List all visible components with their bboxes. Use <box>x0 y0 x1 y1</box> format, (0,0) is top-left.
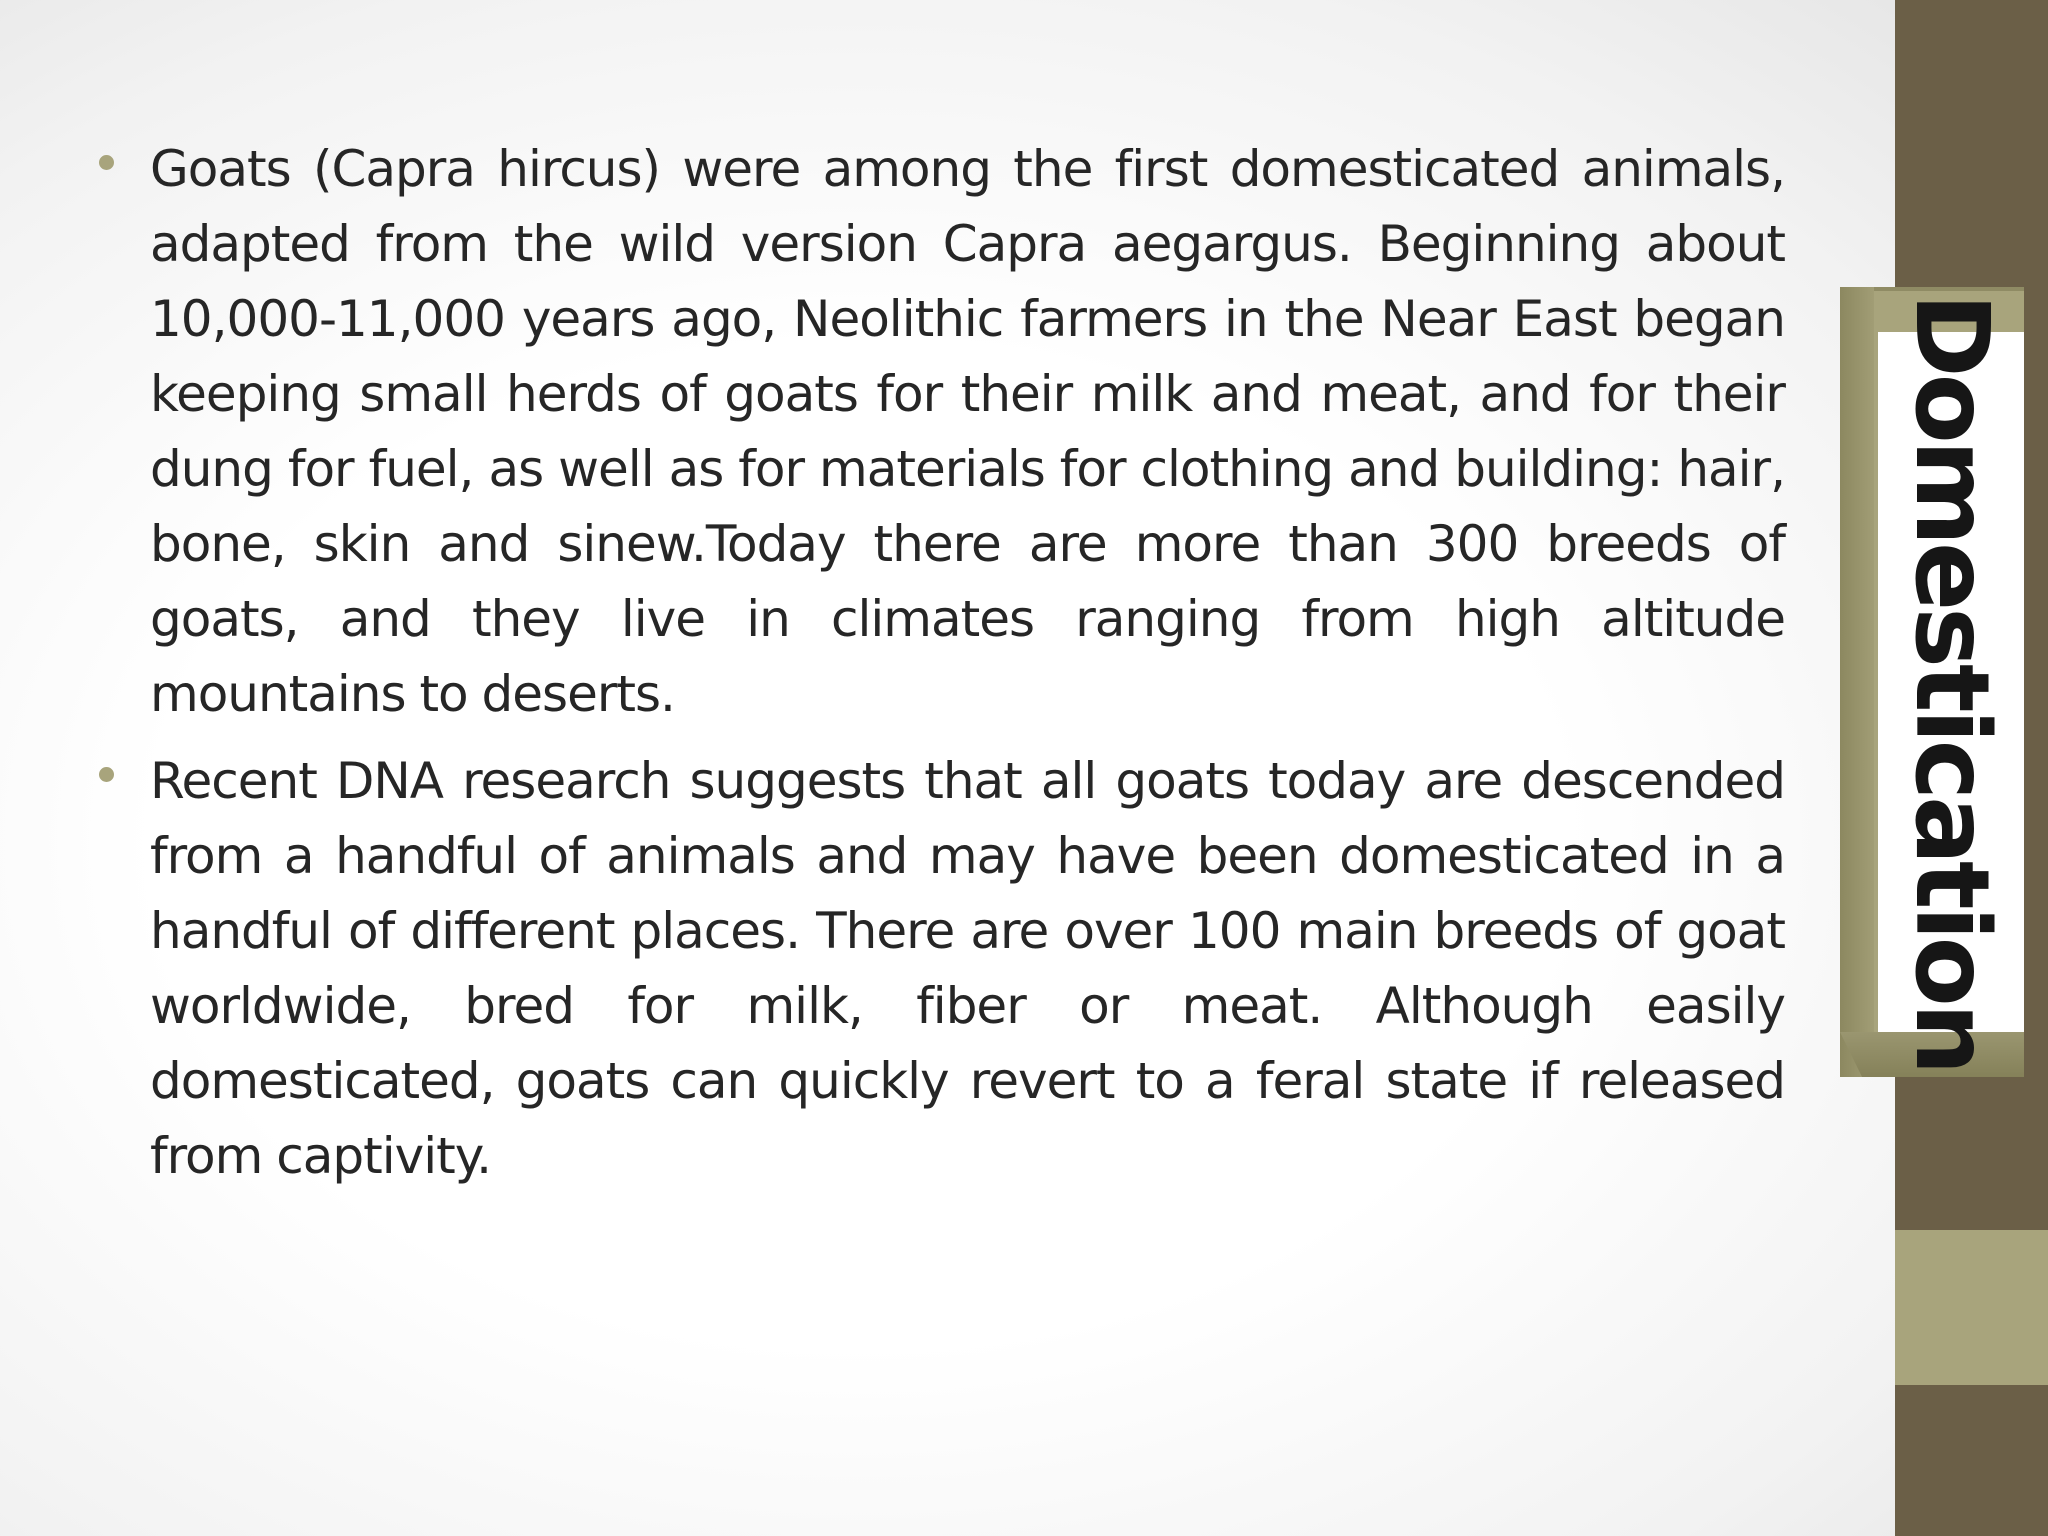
bullet-item <box>95 744 1785 1194</box>
side-bar-dark-bottom <box>1895 1385 2048 1536</box>
bullet-dot-icon <box>99 767 114 782</box>
slide-title: Domestication <box>1892 292 2011 1072</box>
bullet-text: Recent DNA research suggests that all goats today are descended from a handful of animals and may have been domesticated in a handful of different places. There are over 100 main breeds of goat worldwide, bred for milk, fiber or meat. Although easily domesticated, goats can quickly revert to a feral state if released from captivity. <box>150 752 1785 1185</box>
slide-title-container <box>1878 292 2024 1072</box>
title-tab-fold-left <box>1840 287 1874 1077</box>
side-bar-light-band <box>1895 1230 2048 1385</box>
bullet-item <box>95 132 1785 732</box>
bullet-list <box>95 132 1785 1206</box>
bullet-text: Goats (Capra hircus) were among the first domesticated animals, adapted from the wild version Capra aegargus. Beginning about 10,000-11,000 years ago, Neolithic farmers in the Near East began keeping small herds of goats for their milk and meat, and for their dung for fuel, as well as for materials for clothing and building: hair, bone, skin and sinew.Today there are more than 300 breeds of goats, and they live in climates ranging from high altitude mountains to deserts. <box>150 140 1785 723</box>
title-tab <box>1840 287 2024 1077</box>
bullet-dot-icon <box>99 155 114 170</box>
